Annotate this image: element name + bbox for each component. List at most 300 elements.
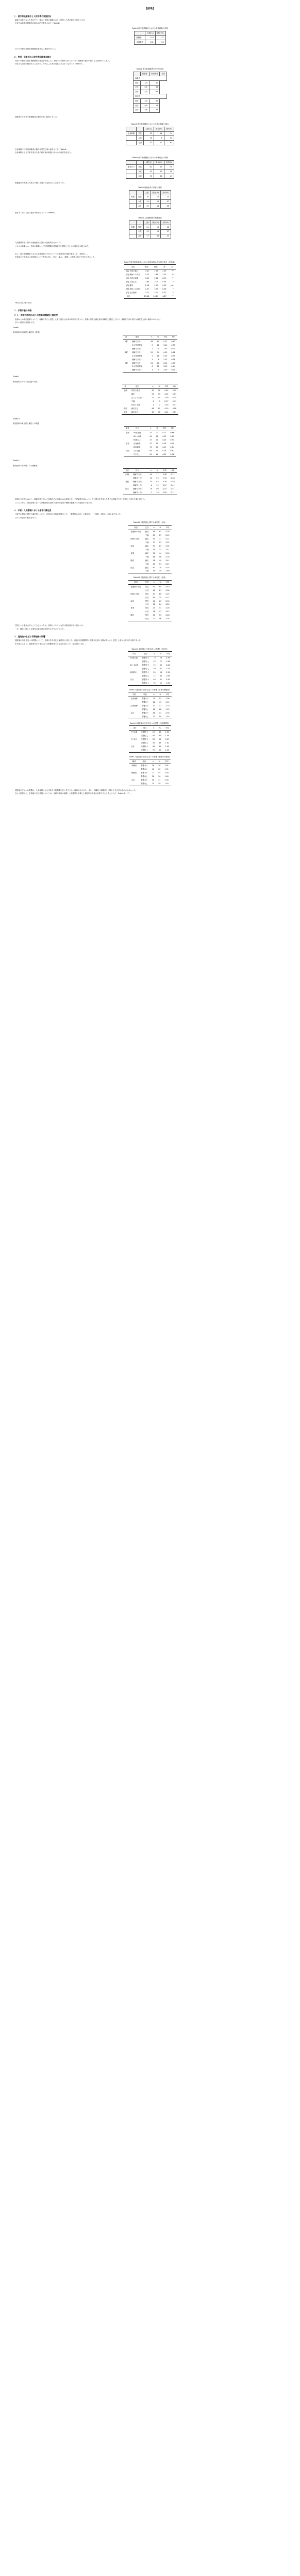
table-header-row	[128, 692, 171, 697]
table-cell: 3.35	[165, 552, 170, 554]
table-header-cell: %	[157, 726, 163, 731]
subsection-heading: ３-１．術前の説明における患者の理解度と満足度	[14, 314, 58, 317]
table-cell: 1.52	[165, 708, 170, 710]
table-cell: 3.28	[165, 607, 170, 609]
table-cell: 不満	[131, 400, 135, 403]
table-cell	[122, 400, 129, 403]
table-cell: 54	[159, 671, 162, 673]
table-cell: [1] 手術の痛み	[126, 270, 139, 273]
table-cell: 女性	[136, 199, 143, 204]
table-cell: 影響なし	[141, 734, 148, 737]
table-cell: 食事	[130, 552, 135, 554]
table-cell	[145, 403, 149, 407]
table-row	[123, 354, 177, 358]
table-cell	[128, 674, 140, 678]
table-cell: 44	[152, 734, 155, 737]
table-row	[123, 365, 177, 368]
table-cell: 図示	[125, 488, 129, 490]
table-8	[123, 335, 177, 372]
table-cell: 病室	[130, 600, 135, 602]
table-cell: 18	[157, 354, 159, 357]
table-cell: 合計	[137, 141, 144, 145]
table-cell: 1.59	[165, 701, 170, 703]
table-cell: 29	[151, 351, 153, 353]
table-cell: 54	[156, 449, 158, 452]
table-cell: 59	[159, 749, 161, 751]
table-cell: 32	[149, 431, 152, 434]
table-cell: 37	[149, 438, 152, 441]
paragraph: 調査の対象となった者の中で、過去に手術の経験があると回答した者の割合を以下に示す。	[15, 19, 87, 21]
table-cell	[144, 361, 148, 365]
table-cell: 影響なし	[141, 715, 149, 718]
table-cell: 33	[159, 548, 162, 551]
table-row	[124, 280, 175, 284]
table-cell: 男性	[145, 607, 149, 609]
table-cell: 未経験者	[135, 40, 145, 45]
paragraph: 以上の結果から、手術後の生活支援においては、年齢や手術の種類、入院期間を考慮した個別的な支援が必要であると考えられた（Table14〜17）。	[15, 792, 132, 795]
table-header-cell: 手術	[128, 692, 140, 697]
table-cell: 15	[156, 484, 159, 487]
table-cell: **	[172, 274, 174, 276]
table-header-cell: SD	[169, 335, 177, 340]
table-cell: 1.55	[165, 749, 170, 751]
table-cell: 女性	[145, 618, 149, 620]
table-cell	[128, 660, 140, 664]
table-title: 術前説明の理解度と満足度（群別）	[13, 331, 41, 334]
table-cell: 49	[164, 174, 174, 178]
table-cell: 4.03	[163, 351, 168, 353]
table-row	[126, 131, 174, 136]
table-cell: 23	[153, 660, 156, 663]
table-cell: 3.41	[165, 559, 170, 562]
table-row	[122, 389, 178, 393]
table-cell: ある程度理解	[131, 365, 143, 368]
table-cell: 47	[159, 611, 162, 613]
table-row	[128, 704, 171, 708]
table-cell	[128, 701, 140, 704]
table-cell	[144, 347, 148, 350]
table-cell: 3.17	[162, 484, 167, 487]
table-cell: 37	[143, 234, 151, 239]
table-row	[128, 715, 171, 719]
table-row	[126, 174, 174, 178]
table-cell: 4.12	[162, 431, 166, 434]
table-cell: 1.50	[164, 404, 169, 406]
table-cell: 不満	[145, 555, 149, 558]
table-cell: 3.95	[165, 600, 170, 602]
table-cell: 64	[159, 603, 162, 606]
table-header-cell: 未経験者	[149, 72, 160, 76]
table-cell: 全身麻酔	[133, 442, 141, 445]
table-row	[128, 660, 172, 664]
table-cell: 手術	[126, 442, 129, 445]
table-cell: n.s.	[170, 284, 174, 286]
table-cell: 4.32	[162, 453, 166, 455]
table-cell: 25	[153, 697, 155, 700]
table-9	[122, 384, 178, 414]
table-cell: 54	[149, 453, 152, 455]
table-cell: 47	[153, 592, 155, 595]
table-cell: 5	[152, 344, 153, 346]
table-cell: 38	[151, 234, 161, 239]
table-cell: 39	[153, 548, 155, 551]
table-cell	[128, 682, 140, 685]
table-cell: 騒音	[130, 614, 135, 617]
table-cell: 0.62	[171, 340, 175, 343]
table-cell: 騒音	[130, 559, 135, 562]
section-6	[11, 509, 289, 630]
table-cell: 1.50	[165, 734, 170, 737]
table-header-cell: 術後	[151, 265, 160, 269]
table-cell: 理解できた	[131, 351, 141, 353]
table-cell: 1.51	[164, 768, 169, 770]
table-cell: 40	[156, 442, 158, 445]
table-cell	[123, 365, 130, 368]
table-cell: 67	[159, 545, 162, 547]
table-caption: Table14 退院後の日常生活への影響（年代別）	[131, 648, 169, 650]
table-cell: 66	[157, 362, 159, 364]
table-cell: 理解できた	[131, 362, 141, 364]
table-cell: 39	[159, 664, 162, 666]
table-row	[129, 778, 171, 782]
table-cell: 4.62	[164, 389, 169, 392]
table-header-cell: 平均	[163, 692, 172, 697]
table-cell: 0.49	[172, 389, 177, 392]
table-header-cell: 性別	[143, 580, 151, 585]
table-row	[122, 403, 178, 407]
table-cell	[144, 350, 148, 354]
table-cell: 23	[153, 704, 155, 707]
table-cell: 38	[151, 340, 153, 343]
table-cell: 77	[159, 537, 162, 540]
table-header-cell: 割合(%)	[154, 127, 164, 131]
table-cell: 41	[158, 778, 161, 781]
table-header-cell: 項目	[129, 384, 146, 389]
table-cell: 0.59	[170, 442, 174, 445]
paragraph: 性別・年齢別に被手術経験者の割合を算出した。男性では年齢が上がるにつれて経験者の割合が高くなる傾向がみられた。	[15, 59, 111, 62]
table-cell: 8	[154, 136, 164, 141]
table-cell: 2.71	[145, 291, 149, 294]
table-row	[124, 452, 176, 456]
table-header-cell: 平均	[163, 726, 172, 731]
table-cell	[128, 548, 143, 551]
table-cell: 28	[152, 738, 155, 740]
table-cell: 局所麻酔	[133, 446, 141, 448]
table-cell: 62	[144, 165, 154, 170]
table-row	[129, 229, 171, 234]
paragraph: 高齢者の方が被手術経験者の割合が高い結果となった。	[15, 115, 59, 118]
table-row	[128, 537, 171, 541]
table-header-cell	[137, 127, 144, 131]
table-cell: 女性	[145, 603, 149, 606]
table-cell: 満足	[145, 545, 149, 547]
table-cell: [2] 麻酔への不安	[126, 274, 140, 276]
table-cell: 48	[153, 589, 155, 591]
table-row	[128, 569, 171, 573]
table-row	[128, 596, 171, 599]
table-cell	[123, 491, 131, 495]
table-header-row	[129, 190, 171, 195]
table-cell: 84	[157, 340, 159, 343]
table-cell: 3.07	[165, 738, 170, 740]
table-cell: 満足	[145, 566, 149, 569]
table-cell: 24	[149, 103, 160, 108]
table-cell: 若年者	[133, 94, 166, 99]
table-cell: 影響なし	[142, 674, 149, 677]
table-cell: 42	[152, 768, 155, 770]
table-cell: 全身麻酔	[130, 697, 138, 700]
table-cell: 23	[151, 225, 161, 230]
table-cell	[123, 343, 130, 347]
table-header-cell	[129, 221, 137, 225]
table-row	[128, 671, 172, 674]
table-cell: 3.92	[165, 545, 170, 547]
table-cell: 4.36	[165, 589, 170, 591]
table-16	[129, 725, 171, 752]
table-cell	[144, 487, 148, 491]
table-cell: 2	[153, 404, 154, 406]
table-row	[123, 480, 177, 484]
table-row	[123, 340, 177, 343]
paragraph: 一方、騒音に関しては男性の満足度が女性をわずかに上回った。	[15, 628, 66, 630]
table-header-row	[126, 127, 174, 131]
table-cell: 40	[149, 473, 153, 476]
table-cell	[145, 407, 149, 411]
table-cell: 1.55	[166, 682, 170, 684]
table-cell: 53	[159, 614, 162, 617]
table-cell: 満足以上	[131, 411, 139, 413]
table-cell: 2.45	[165, 534, 170, 536]
table-cell: 41	[159, 745, 161, 748]
table-cell: 44	[153, 596, 155, 599]
table-row	[133, 103, 166, 108]
section-2	[11, 56, 289, 118]
table-row	[124, 435, 176, 438]
section-7	[11, 635, 289, 794]
paragraph: これらの結果から、手術の種類および入院期間が術後症状に関連している可能性が示唆された。	[15, 245, 90, 247]
table-cell	[144, 473, 148, 477]
table-cell	[144, 477, 148, 480]
table-cell: 10	[156, 492, 159, 494]
paragraph: 手術前の不安得点は手術後に比べて有意に高く、特に「痛み」「麻酔」に関する項目で差が大きかった。	[15, 256, 96, 259]
table-cell: 満足	[145, 552, 149, 554]
table-cell	[129, 234, 137, 239]
table-cell: 23	[159, 541, 162, 544]
table-cell	[143, 435, 147, 438]
table-cell: 12/8	[140, 108, 149, 112]
table-row	[123, 361, 177, 365]
table-cell	[144, 368, 148, 372]
table-cell: 理解できない	[131, 347, 143, 350]
table-cell: 影響なし	[141, 708, 149, 710]
table-cell: 4.21	[165, 537, 170, 540]
table-cell: 不満	[145, 570, 149, 572]
table-cell: 2.47	[145, 287, 149, 290]
table-cell: 132	[145, 40, 156, 45]
table-cell: 2.34	[154, 291, 159, 294]
table-cell: 0.61	[172, 411, 177, 413]
paragraph: 性別による差は全体として小さかったが、食事については女性の満足度がやや高かった。	[15, 624, 85, 627]
table-cell: 影響あり	[142, 657, 149, 659]
table-cell: 28	[159, 657, 162, 659]
table-header-cell: 項目	[140, 692, 151, 697]
table-cell: 2.90	[166, 678, 170, 681]
table-cell: 21	[151, 362, 153, 364]
table-cell	[124, 435, 131, 438]
table-header-cell: 人数	[143, 190, 151, 195]
table-cell: 53	[155, 40, 165, 45]
table-cell: 49	[159, 559, 162, 562]
table-cell: [7] 社会復帰	[126, 291, 137, 294]
table-cell: 41	[159, 711, 162, 714]
table-cell: 2.70	[165, 704, 170, 707]
table-cell: 女性	[137, 136, 144, 141]
table-row	[129, 775, 171, 778]
table-cell	[143, 445, 147, 449]
table-cell: 83	[153, 566, 155, 569]
table-cell	[123, 358, 130, 361]
table-cell: 影響あり	[141, 704, 149, 707]
table-row	[124, 442, 176, 445]
table-header-cell: 平均	[164, 652, 172, 656]
table-header-cell: n	[147, 426, 154, 431]
table-row	[135, 40, 165, 45]
table-cell: 71	[156, 473, 159, 476]
table-row	[128, 541, 171, 545]
table-cell	[129, 749, 139, 752]
table-cell: 66	[149, 90, 160, 94]
table-row	[122, 407, 178, 411]
table-label: Table9	[13, 376, 19, 378]
table-cell	[144, 340, 148, 343]
table-cell: 2.56	[166, 657, 170, 659]
table-cell: 1.53	[166, 667, 170, 670]
table-cell: 理解できた	[133, 481, 142, 483]
table-row	[128, 606, 171, 610]
table-cell: 理解できた	[131, 340, 141, 343]
table-row	[128, 562, 171, 566]
table-row	[129, 745, 171, 749]
table-cell: 28	[153, 611, 155, 613]
table-cell: 3.48	[165, 614, 170, 617]
table-cell: 0.16	[162, 284, 166, 286]
table-caption: Table1 被手術経験者における手術経験の有無	[132, 27, 168, 30]
table-cell: 81	[158, 408, 160, 410]
table-cell: どちらでもない	[131, 397, 144, 399]
table-row	[128, 678, 172, 682]
table-cell: 不満	[145, 534, 149, 536]
table-cell: 男性	[133, 99, 140, 104]
table-cell	[124, 452, 131, 456]
table-cell	[128, 562, 143, 566]
table-header-row	[123, 335, 177, 340]
table-cell: 26	[152, 741, 155, 744]
table-header-cell: n	[151, 692, 157, 697]
table-cell: 3.05	[145, 277, 149, 280]
table-cell: 1.26	[162, 270, 166, 273]
table-cell: 0.51	[171, 488, 175, 490]
paragraph: 入院中の環境に関する満足度について、各項目の平均値を算出した。「看護師の対応」が最も高く、「食事」「騒音」は低い値であった。	[15, 513, 123, 516]
table-cell: 0.00	[171, 369, 175, 371]
table-cell: 有職者	[131, 764, 137, 767]
table-cell: 男性	[145, 592, 149, 595]
table-row	[124, 273, 175, 277]
table-cell: 19	[149, 488, 153, 490]
table-header-row	[133, 72, 166, 76]
table-cell: 理解不十分	[133, 477, 142, 480]
table-header-cell: 平均	[162, 384, 171, 389]
table-cell: 影響あり	[142, 664, 149, 666]
table-cell: 0.71	[172, 404, 177, 406]
table-cell	[124, 445, 131, 449]
table-cell: 32	[159, 704, 162, 707]
paragraph: 術後症状の有無と性別との間には明らかな差はみられなかった。	[15, 181, 66, 184]
table-cell: 男性	[145, 585, 149, 588]
table-caption: Table5 術後症状の内容と頻度	[138, 187, 162, 189]
table-header-cell: 入院	[129, 726, 139, 731]
table-cell: 2.90	[165, 745, 170, 748]
table-header-cell: 項目	[128, 580, 143, 585]
table-cell	[123, 477, 131, 480]
table-cell: 76	[158, 411, 160, 413]
table-cell: 83	[159, 530, 162, 533]
table-1	[134, 31, 165, 45]
table-12	[128, 525, 171, 573]
table-cell: 症状あり	[126, 165, 137, 170]
table-cell: 5/4	[140, 103, 149, 108]
table-cell: 65歳以上	[133, 438, 141, 441]
paragraph: 全身麻酔による手術を受けた者の約６割が術後に何らかの症状を訴えた。	[15, 151, 73, 154]
table-row	[128, 697, 171, 700]
table-cell: 0.58	[172, 408, 177, 410]
table-cell: 46	[159, 674, 162, 677]
table-cell: 69	[159, 600, 162, 602]
table-header-cell: n	[150, 759, 156, 764]
table-cell: 17	[152, 397, 154, 399]
table-header-cell: 年代	[128, 652, 140, 656]
table-cell: 2.94	[162, 477, 167, 480]
table-cell: 27	[161, 229, 171, 234]
section-5	[11, 309, 289, 504]
table-cell: 40歳未満	[133, 431, 141, 434]
table-cell: 50	[153, 585, 155, 588]
table-cell: ある程度理解	[131, 344, 143, 346]
table-row	[129, 768, 171, 771]
paragraph: 最も多く挙げられた症状は疼痛であった（Table5）。	[15, 212, 58, 214]
table-cell: 医師の対応	[130, 592, 140, 595]
table-cell: 68	[159, 708, 162, 710]
table-cell: 影響なし	[141, 782, 148, 785]
table-cell: 4.17	[165, 596, 170, 599]
table-cell: 不満	[145, 541, 149, 544]
table-cell: [5] 費用	[126, 284, 134, 286]
table-header-cell: 区分	[143, 526, 151, 530]
table-cell	[128, 596, 143, 599]
table-cell: 25	[157, 365, 159, 368]
table-header-cell: 職業	[129, 759, 139, 764]
table-cell: 11	[157, 344, 159, 346]
table-cell: 42	[156, 435, 158, 437]
table-cell	[128, 603, 143, 606]
table-row	[124, 284, 175, 287]
table-header-cell	[144, 468, 148, 473]
table-row	[124, 438, 176, 442]
table-cell	[129, 199, 137, 204]
table-cell: 6	[153, 400, 154, 403]
table-cell: 7日未満	[133, 449, 140, 452]
table-cell: 59	[159, 715, 162, 718]
table-caption: Table16 退院後の日常生活への影響（入院期間別）	[129, 722, 171, 724]
